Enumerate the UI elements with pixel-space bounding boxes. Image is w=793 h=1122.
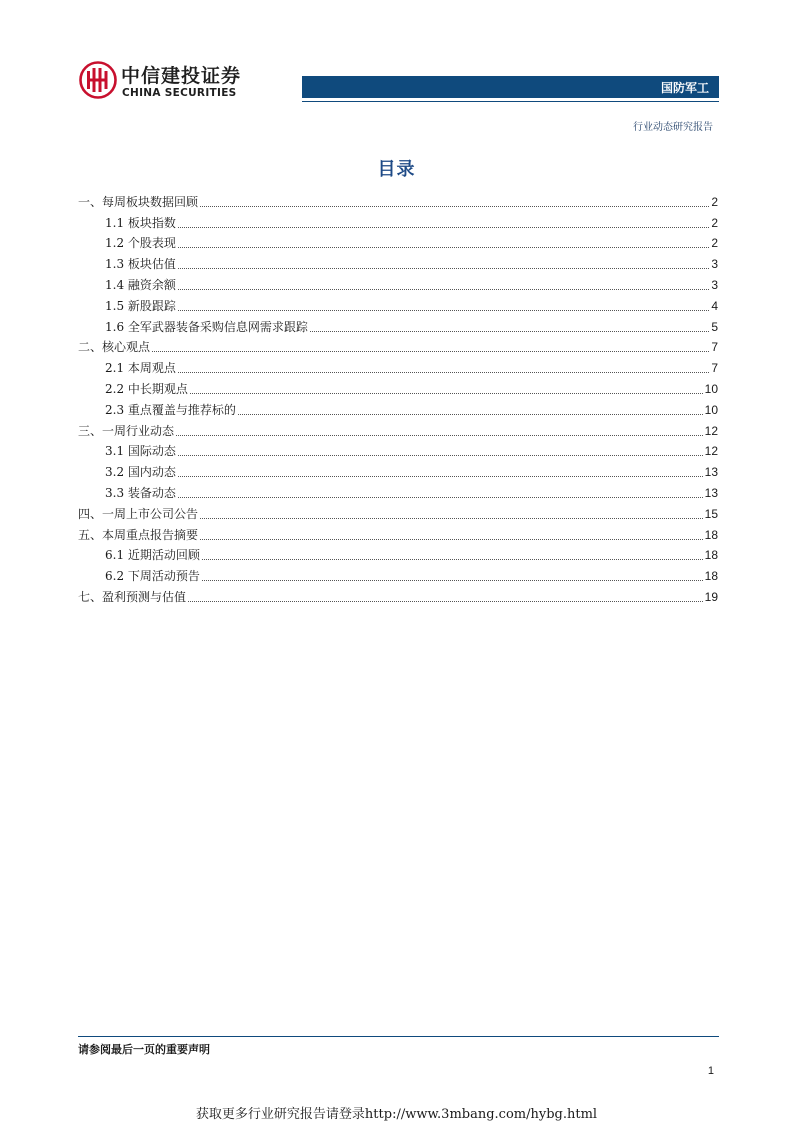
- toc-entry[interactable]: [78, 210, 718, 231]
- toc-entry-label: 一、每周板块数据回顾: [78, 194, 199, 209]
- report-type: 行业动态研究报告: [633, 122, 713, 133]
- toc-entry-label: 3.3 装备动态: [105, 485, 176, 500]
- toc-entry[interactable]: [78, 397, 718, 418]
- toc-entry-label: 五、本周重点报告摘要: [78, 527, 199, 542]
- toc-entry[interactable]: [78, 418, 718, 439]
- toc-entry[interactable]: [78, 522, 718, 543]
- toc-dot-leader: [178, 310, 709, 311]
- toc-dot-leader: [202, 580, 703, 581]
- toc-dot-leader: [178, 455, 703, 456]
- toc-entry-label: 1.3 板块估值: [105, 257, 176, 272]
- brand-name-cn: 中信建投证券: [121, 65, 242, 87]
- toc-entry-page: 12: [704, 444, 718, 459]
- toc-entry-label: 2.2 中长期观点: [105, 381, 188, 396]
- toc-entry-label: 二、核心观点: [78, 340, 151, 355]
- toc-dot-leader: [178, 497, 703, 498]
- toc-dot-leader: [200, 539, 703, 540]
- toc-entry[interactable]: [78, 376, 718, 397]
- toc-entry[interactable]: [78, 231, 718, 252]
- header-bar: [302, 76, 719, 98]
- toc-dot-leader: [190, 393, 703, 394]
- china-securities-logo-icon: [78, 60, 118, 100]
- toc-entry[interactable]: [78, 314, 718, 335]
- toc-entry-label: 1.5 新股跟踪: [105, 298, 176, 313]
- toc-entry-page: 2: [711, 194, 718, 209]
- toc-entry-page: 3: [711, 257, 718, 272]
- toc-entry-label: 七、盈利预测与估值: [78, 589, 187, 604]
- toc-entry-page: 15: [704, 506, 718, 521]
- toc-entry-page: 10: [704, 381, 718, 396]
- toc-entry-page: 5: [711, 319, 718, 334]
- toc-entry-page: 13: [704, 485, 718, 500]
- toc-dot-leader: [152, 351, 709, 352]
- toc-dot-leader: [178, 289, 709, 290]
- sector-label: 国防军工: [660, 81, 709, 95]
- toc-dot-leader: [178, 372, 709, 373]
- toc-entry-page: 19: [704, 589, 718, 604]
- toc-entry-label: 1.4 融资余额: [105, 277, 176, 292]
- toc-entry-page: 3: [711, 277, 718, 292]
- toc-entry-page: 18: [704, 548, 718, 563]
- toc-entry-page: 18: [704, 527, 718, 542]
- toc-entry-label: 6.1 近期活动回顾: [105, 548, 200, 563]
- toc-dot-leader: [202, 559, 703, 560]
- toc-entry[interactable]: [78, 459, 718, 480]
- toc-dot-leader: [200, 518, 703, 519]
- toc-entry-label: 3.1 国际动态: [105, 444, 176, 459]
- toc-entry[interactable]: [78, 335, 718, 356]
- toc-entry-label: 三、一周行业动态: [78, 423, 175, 438]
- toc-dot-leader: [200, 206, 709, 207]
- page-number: 1: [707, 1065, 714, 1077]
- toc-entry-page: 10: [704, 402, 718, 417]
- toc-entry[interactable]: [78, 189, 718, 210]
- toc-entry-label: 1.1 板块指数: [105, 215, 176, 230]
- company-logo: [78, 60, 258, 102]
- toc-entry[interactable]: [78, 272, 718, 293]
- toc-entry-label: 3.2 国内动态: [105, 465, 176, 480]
- toc-entry-page: 12: [704, 423, 718, 438]
- toc-entry-page: 2: [711, 215, 718, 230]
- promo-text: 获取更多行业研究报告请登录http://www.3mbang.com/hybg.html: [195, 1107, 598, 1122]
- toc-entry-label: 1.6 全军武器装备采购信息网需求跟踪: [105, 319, 308, 334]
- toc-entry-label: 四、一周上市公司公告: [78, 506, 199, 521]
- toc-entry-page: 7: [711, 361, 718, 376]
- toc-title: 目录: [377, 159, 416, 180]
- toc-entry[interactable]: [78, 251, 718, 272]
- brand-name-en: CHINA SECURITIES: [122, 87, 237, 99]
- toc-entry-page: 13: [704, 465, 718, 480]
- toc-entry[interactable]: [78, 543, 718, 564]
- toc-entry-label: 1.2 个股表现: [105, 236, 176, 251]
- toc-entry-page: 7: [711, 340, 718, 355]
- toc-entry-page: 2: [711, 236, 718, 251]
- header-divider: [302, 101, 719, 102]
- toc-dot-leader: [178, 268, 709, 269]
- toc-dot-leader: [238, 414, 703, 415]
- toc-dot-leader: [178, 476, 703, 477]
- toc-dot-leader: [310, 331, 709, 332]
- footer-divider: [78, 1036, 719, 1037]
- toc-entry[interactable]: [78, 293, 718, 314]
- table-of-contents: [78, 189, 718, 605]
- toc-dot-leader: [188, 601, 703, 602]
- toc-entry[interactable]: [78, 355, 718, 376]
- toc-entry[interactable]: [78, 480, 718, 501]
- toc-entry-page: 18: [704, 569, 718, 584]
- toc-entry[interactable]: [78, 563, 718, 584]
- toc-entry[interactable]: [78, 501, 718, 522]
- toc-entry[interactable]: [78, 584, 718, 605]
- toc-entry[interactable]: [78, 439, 718, 460]
- toc-dot-leader: [178, 247, 709, 248]
- toc-dot-leader: [176, 435, 703, 436]
- toc-entry-label: 2.1 本周观点: [105, 361, 176, 376]
- toc-entry-label: 2.3 重点覆盖与推荐标的: [105, 402, 236, 417]
- toc-entry-label: 6.2 下周活动预告: [105, 569, 200, 584]
- toc-dot-leader: [178, 227, 709, 228]
- disclaimer-note: 请参阅最后一页的重要声明: [78, 1043, 210, 1056]
- toc-entry-page: 4: [711, 298, 718, 313]
